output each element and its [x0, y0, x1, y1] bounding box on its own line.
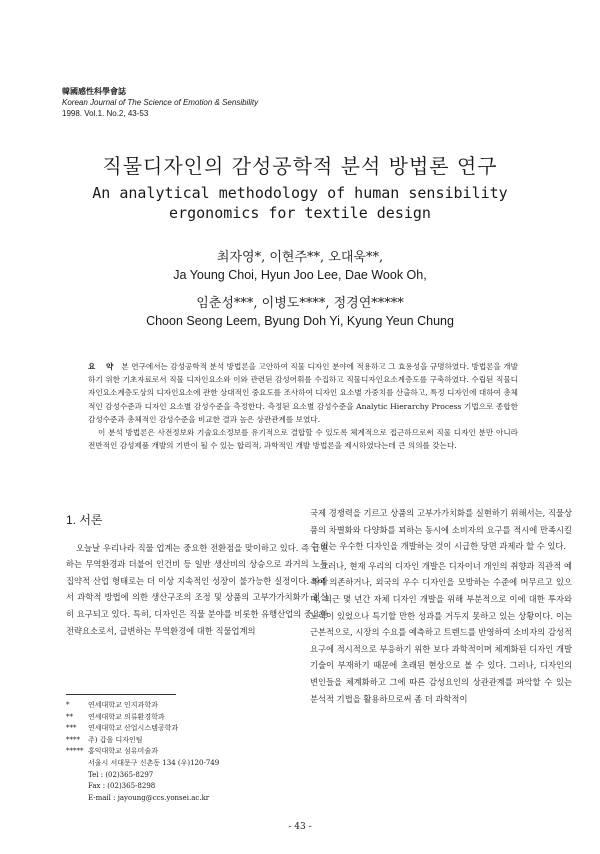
authors-english-line-2: Choon Seong Leem, Byung Doh Yi, Kyung Yeun Chung	[146, 314, 454, 328]
footnote-text: 홍익대학교 섬유미술과	[88, 747, 158, 756]
section-heading-introduction: 1. 서론	[66, 513, 103, 527]
footnote-text: 주) 갑을 디자인팀	[88, 735, 143, 744]
authors-korean-line-2: 임춘성***, 이병도****, 정경연*****	[196, 296, 404, 311]
footnote-mark: ****	[66, 735, 80, 744]
title-korean: 직물디자인의 감성공학적 분석 방법론 연구	[102, 154, 498, 178]
journal-volume: 1998. Vol.1. No.2, 43-53	[62, 109, 149, 118]
journal-name-korean: 韓國感性科學會誌	[62, 87, 126, 96]
abstract	[88, 360, 518, 452]
body-column-left	[66, 505, 328, 639]
authors-korean-line-1: 최자영*, 이현주**, 오대욱**,	[216, 250, 384, 265]
abstract-paragraph-1	[88, 360, 518, 426]
address-fax: Fax : (02)365-8298	[88, 782, 156, 791]
address-line: 서울시 서대문구 신촌동 134 (우)120-749	[88, 758, 220, 767]
footnote-1	[66, 700, 306, 712]
footnote-mark: **	[66, 712, 73, 721]
authors-english-line-1: Ja Young Choi, Hyun Joo Lee, Dae Wook Oh,	[173, 268, 427, 282]
footnote-divider	[66, 694, 176, 695]
title-english-line-2: ergonomics for textile design	[169, 204, 431, 222]
address-email: E-mail : jayoung@ccs.yonsei.ac.kr	[88, 793, 210, 802]
footnote-text: 연세대학교 의류환경학과	[88, 712, 165, 721]
footnote-mark: ***	[66, 724, 77, 733]
abstract-paragraph-2: 이 분석 방법론은 사전정보와 기술요소정보를 유기적으로 결합할 수 있도록 체계적으로 접근하므로써 직물 디자인 분만 아니라 전반적인 감성제품 개발의 기반이 될 수 있는 합리적, 과학적인 개발 방법론을 제시하였다는데 큰 의의를 갖는다.	[88, 428, 518, 451]
footnote-mark: *****	[66, 747, 84, 756]
intro-paragraph-1-continued: 국제 경쟁력을 기르고 상품의 고부가가치화를 실현하기 위해서는, 직물상품의 차별화와 다양화를 꾀하는 동시에 소비자의 요구를 적시에 만족시킬 수 있는 우수한 디자인을 개발하는 것이 시급한 당면 과제라 할 수 있다.	[310, 508, 572, 552]
footnote-5	[66, 746, 306, 758]
footnote-mark: *	[66, 701, 70, 709]
footnote-text: 연세대학교 산업시스템공학과	[88, 724, 179, 733]
body-column-right	[310, 505, 572, 707]
footnote-2	[66, 712, 306, 724]
footnotes	[66, 700, 306, 804]
intro-paragraph-1: 오늘날 우리나라 직물 업계는 중요한 전환점을 맞이하고 있다. 즉 급변하는 무역환경과 더불어 인건비 등 일반 생산비의 상승으로 과거의 노동집약적 산업 형태로는 더 이상 지속적인 성장이 불가능한 실정이다. 따라서 과학적 방법에 의한 생산구조의 조정 및 상품의 고부가가치화가 절실히 요구되고 있다. 특히, 디자인은 직물 분야를 비롯한 유행산업의 중요한 전략요소로서, 급변하는 무역환경에 대한 직물업계의	[66, 542, 328, 636]
abstract-text-1: 본 연구에서는 감성공학적 분석 방법론을 고안하여 직물 디자인 분야에 적용하고 그 효용성을 규명하였다. 방법론을 개발하기 위한 기초자료로서 직물 디자인요소와 이와 관련된 감성어휘를 수집하고 직물디자인요소계층도를 구축하였다. 수립된 직물디자인요소계층도상의 디자인요소에 관한 상대적인 중요도를 조사하여 디자인 요소별 가중치를 산출하고, 특정 디자인에 대하여 총체적인 감성수준과 디자인 요소별 감성수준을 측정한다. 측정된 요소별 감성수준을 Analytic Hierarchy Process 기법으로 종합한 감성수준과 총체적인 감성수준을 비교한 결과 높은 상관관계를 보였다.	[88, 362, 518, 424]
journal-header	[62, 86, 258, 119]
title-english	[0, 183, 600, 223]
footnote-text: 연세대학교 인지과학과	[88, 701, 158, 709]
intro-paragraph-2: 그러나, 현재 우리의 디자인 개발은 디자이너 개인의 취향과 직관적 예측에 의존하거나, 외국의 우수 디자인을 모방하는 수준에 머무르고 있으며, 최근 몇 년간 자체 디자인 개발을 위해 부분적으로 이에 대한 투자와 노력이 있었으나 특기할 만한 성과를 거두지 못하고 있는 상황이다. 이는 근본적으로, 시장의 수요를 예측하고 트렌드를 반영하여 소비자의 감성적 요구에 적시적으로 부응하기 위한 보다 과학적이며 체계화된 디자인 개발 기술이 부재하기 때문에 초래된 현상으로 볼 수 있다. 그러나, 디자인의 변인들을 체계화하고 그에 따른 감성요인의 상관관계를 파악할 수 있는 분석적 기법을 활용하므로써 좀 더 과학적이	[310, 560, 572, 704]
footnote-3	[66, 723, 306, 735]
footnote-4	[66, 735, 306, 747]
journal-name-english: Korean Journal of The Science of Emotion & Sensibility	[62, 98, 259, 107]
address-tel: Tel : (02)365-8297	[88, 770, 154, 779]
page-number: - 43 -	[288, 822, 312, 832]
abstract-label: 요 약	[88, 362, 118, 371]
title-english-line-1: An analytical methodology of human sensibility	[92, 184, 508, 202]
